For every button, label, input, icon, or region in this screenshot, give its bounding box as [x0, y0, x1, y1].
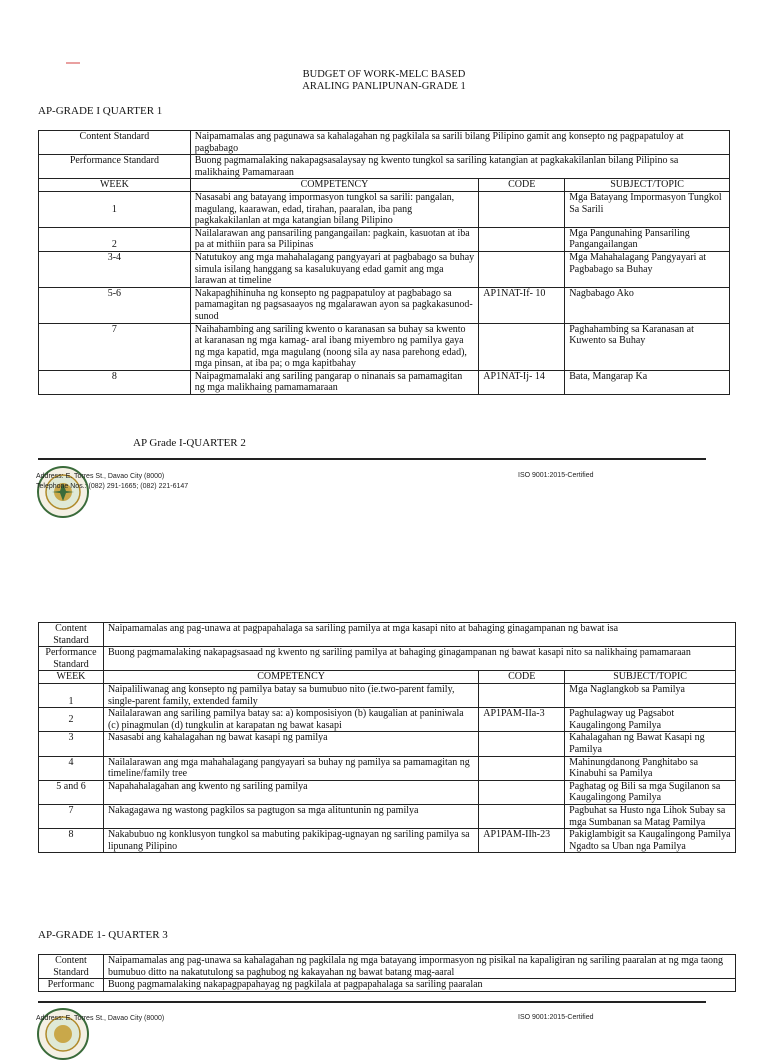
header-topic: SUBJECT/TOPIC [565, 671, 736, 684]
footer-address: Address: E. Torres St., Davao City (8000) [36, 473, 165, 480]
topic-cell: Kahalagahan ng Bawat Kasapi ng Pamilya [565, 732, 736, 756]
performance-standard-text: Buong pagmamalaking nakapagsasaad ng kwento ng sariling pamilya at bahaging ginagampanan ng bawat kasapi nito sa nalikhaing pamamaraan [103, 647, 735, 671]
topic-cell: Paghatag og Bili sa mga Sugilanon sa Kaugalingong Pamilya [565, 780, 736, 804]
week-cell: 5-6 [39, 287, 191, 323]
competency-cell: Nailalarawan ang sariling pamilya batay sa: a) komposisiyon (b) kaugalian at paniniwala (c) pinagmulan (d) tungkulin at karapatan ng bawat kasapi [103, 708, 478, 732]
table-row [39, 683, 736, 707]
document-title [0, 69, 768, 93]
code-cell: AP1NAT-If- 10 [479, 287, 565, 323]
code-cell [479, 227, 565, 251]
table-row [39, 323, 730, 370]
competency-cell: Nailalarawan ang pansariling pangangailan: pagkain, kasuotan at iba pa at mithiin para sa Pilipinas [190, 227, 479, 251]
header-week: WEEK [39, 179, 191, 192]
quarter-3-heading: AP-GRADE 1- QUARTER 3 [38, 929, 168, 941]
table-row [39, 756, 736, 780]
code-cell [479, 732, 565, 756]
competency-cell: Naihahambing ang sariling kwento o karanasan sa buhay sa kwento at karanasan ng mga kamag- aral ibang miyembro ng pamilya gaya ng mga kapatid, mga magulang (noong sila ay nasa parehong edad), mga pinsan, at iba pa; o mga kapitbahay [190, 323, 479, 370]
header-code: CODE [479, 179, 565, 192]
performance-standard-text: Buong pagmamalaking nakapagsasalaysay ng kwento tungkol sa sariling katangian at pagkakakilanlan bilang Pilipino sa malikhaing Pamamaraan [190, 155, 729, 179]
footer-address: Address: E. Torres St., Davao City (8000) [36, 1015, 165, 1022]
week-cell: 3-4 [39, 251, 191, 287]
iso-certification: ISO 9001:2015-Certified [518, 1014, 594, 1021]
iso-certification: ISO 9001:2015-Certified [518, 472, 594, 479]
competency-cell: Nakagagawa ng wastong pagkilos sa pagtugon sa mga alituntunin ng pamilya [103, 804, 478, 828]
table-row [39, 251, 730, 287]
performance-standard-label: Performance Standard [39, 647, 104, 671]
performance-standard-label: Performanc [39, 979, 104, 992]
performance-standard-text: Buong pagmamalaking nakapagpapahayag ng pagkilala at pagpapahalaga sa sariling paaralan [103, 979, 735, 992]
performance-standard-row [39, 979, 736, 992]
table-row [39, 708, 736, 732]
header-topic: SUBJECT/TOPIC [565, 179, 730, 192]
topic-cell: Mga Pangunahing Pansariling Pangangailangan [565, 227, 730, 251]
competency-cell: Nakabubuo ng konklusyon tungkol sa mabuting pakikipag-ugnayan ng sariling pamilya sa lipunang Pilipino [103, 829, 478, 853]
title-line-1: BUDGET OF WORK-MELC BASED [302, 69, 466, 80]
page-footer [36, 1014, 164, 1024]
week-cell: 2 [39, 227, 191, 251]
code-cell: AP1PAM-IIh-23 [479, 829, 565, 853]
competency-cell: Nailalarawan ang mga mahahalagang pangyayari sa buhay ng pamilya sa pamamagitan ng timeline/family tree [103, 756, 478, 780]
topic-cell: Paghahambing sa Karanasan at Kuwento sa Buhay [565, 323, 730, 370]
header-code: CODE [479, 671, 565, 684]
topic-cell: Mga Mahahalagang Pangyayari at Pagbabago sa Buhay [565, 251, 730, 287]
table-row [39, 287, 730, 323]
footer-rule [38, 1001, 706, 1003]
code-cell [479, 191, 565, 227]
week-cell: 3 [39, 732, 104, 756]
topic-cell: Nagbabago Ako [565, 287, 730, 323]
week-cell: 8 [39, 370, 191, 394]
title-line-2: ARALING PANLIPUNAN-GRADE 1 [302, 81, 466, 92]
code-cell [479, 323, 565, 370]
content-standard-row [39, 955, 736, 979]
code-cell [479, 251, 565, 287]
table-row [39, 732, 736, 756]
table-header-row [39, 671, 736, 684]
competency-cell: Naipaliliwanag ang konsepto ng pamilya batay sa bumubuo nito (ie.two-parent family, single-parent family, extended family [103, 683, 478, 707]
week-cell: 5 and 6 [39, 780, 104, 804]
content-standard-label: Content Standard [39, 131, 191, 155]
code-cell: AP1PAM-IIa-3 [479, 708, 565, 732]
week-cell: 1 [39, 683, 104, 707]
competency-cell: Nasasabi ang kahalagahan ng bawat kasapi ng pamilya [103, 732, 478, 756]
table-row [39, 780, 736, 804]
quarter-3-table [38, 954, 736, 992]
quarter-2-table [38, 622, 736, 853]
topic-cell: Bata, Mangarap Ka [565, 370, 730, 394]
quarter-2-heading: AP Grade I-QUARTER 2 [133, 437, 246, 449]
topic-cell: Pakiglambigit sa Kaugalingong Pamilya Ngadto sa Uban nga Pamilya [565, 829, 736, 853]
content-standard-row [39, 131, 730, 155]
code-cell [479, 756, 565, 780]
topic-cell: Paghulagway ug Pagsabot Kaugalingong Pamilya [565, 708, 736, 732]
code-cell: AP1NAT-Ij- 14 [479, 370, 565, 394]
topic-cell: Pagbuhat sa Husto nga Lihok Subay sa mga Sumbanan sa Matag Pamilya [565, 804, 736, 828]
footer-rule [38, 458, 706, 460]
competency-cell: Napahahalagahan ang kwento ng sariling pamilya [103, 780, 478, 804]
content-standard-label: Content Standard [39, 623, 104, 647]
table-row [39, 804, 736, 828]
red-mark [66, 62, 80, 64]
table-row [39, 191, 730, 227]
week-cell: 2 [39, 708, 104, 732]
week-cell: 4 [39, 756, 104, 780]
quarter-1-table [38, 130, 730, 395]
topic-cell: Mahinungdanong Panghitabo sa Kinabuhi sa Pamilya [565, 756, 736, 780]
performance-standard-label: Performance Standard [39, 155, 191, 179]
header-competency: COMPETENCY [190, 179, 479, 192]
code-cell [479, 780, 565, 804]
competency-cell: Natutukoy ang mga mahahalagang pangyayari at pagbabago sa buhay simula isilang hanggang sa kasalukuyang edad gamit ang mga larawan at timeline [190, 251, 479, 287]
header-competency: COMPETENCY [103, 671, 478, 684]
competency-cell: Naipagmamalaki ang sariling pangarap o ninanais sa pamamagitan ng mga malikhaing pamamamaraan [190, 370, 479, 394]
page-footer [36, 472, 188, 492]
performance-standard-row [39, 155, 730, 179]
header-week: WEEK [39, 671, 104, 684]
content-standard-text: Naipamamalas ang pag-unawa sa kahalagahan ng pagkilala ng mga batayang impormasyon ng pisikal na kapaligiran ng sariling paaralan at ng mga taong bumubuo ditto na nakatutulong sa paghubog ng kakayahan ng bawat batang mag-aaral [103, 955, 735, 979]
week-cell: 1 [39, 191, 191, 227]
content-standard-text: Naipamamalas ang pagunawa sa kahalagahan ng pagkilala sa sarili bilang Pilipino gamit ang konsepto ng pagpapatuloy at pagbabago [190, 131, 729, 155]
week-cell: 8 [39, 829, 104, 853]
table-header-row [39, 179, 730, 192]
performance-standard-row [39, 647, 736, 671]
table-row [39, 370, 730, 394]
table-row [39, 829, 736, 853]
content-standard-row [39, 623, 736, 647]
table-row [39, 227, 730, 251]
topic-cell: Mga Batayang Impormasyon Tungkol Sa Sarili [565, 191, 730, 227]
code-cell [479, 683, 565, 707]
footer-telephone: Telephone Nos.: (082) 291-1665; (082) 221-6147 [36, 483, 189, 490]
content-standard-label: Content Standard [39, 955, 104, 979]
week-cell: 7 [39, 323, 191, 370]
quarter-1-heading: AP-GRADE I QUARTER 1 [38, 105, 163, 117]
week-cell: 7 [39, 804, 104, 828]
content-standard-text: Naipamamalas ang pag-unawa at pagpapahalaga sa sariling pamilya at mga kasapi nito at bahaging ginagampanan ng bawat isa [103, 623, 735, 647]
competency-cell: Nakapaghihinuha ng konsepto ng pagpapatuloy at pagbabago sa pamamagitan ng pagsasaayos ng mgalarawan ayon sa pagkakasunod-sunod [190, 287, 479, 323]
code-cell [479, 804, 565, 828]
competency-cell: Nasasabi ang batayang impormasyon tungkol sa sarili: pangalan, magulang, kaarawan, edad, tirahan, paaralan, iba pang pagkakakilanlan at mga katangian bilang Pilipino [190, 191, 479, 227]
topic-cell: Mga Naglangkob sa Pamilya [565, 683, 736, 707]
